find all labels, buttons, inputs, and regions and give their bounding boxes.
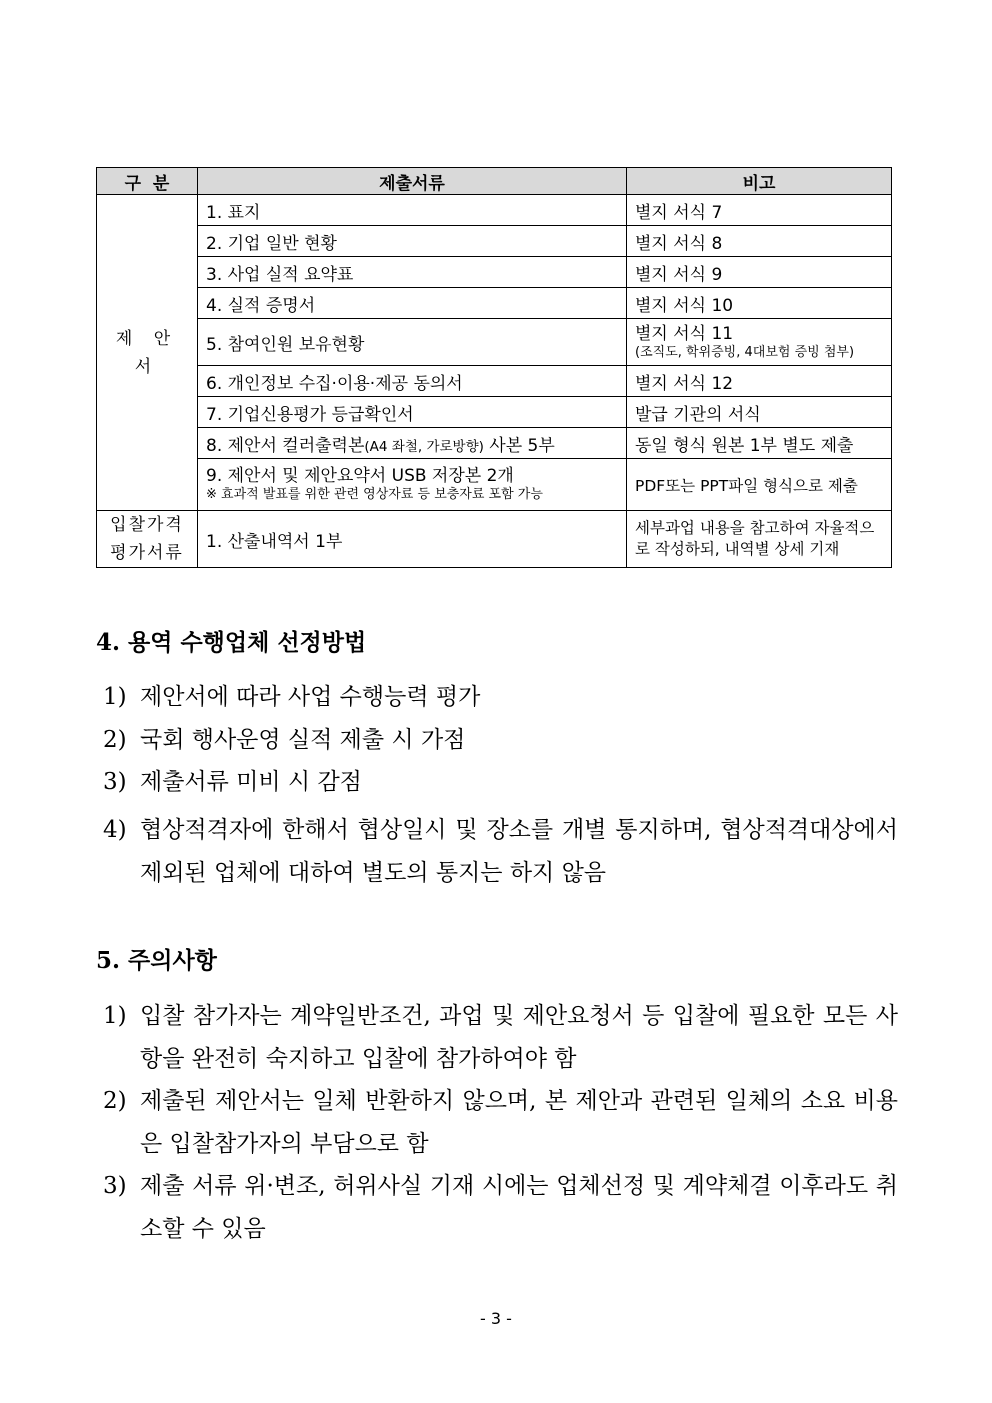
- category-proposal: 제 안 서: [97, 195, 198, 511]
- item-number: 1): [103, 1003, 127, 1029]
- note-main: 별지 서식 11: [635, 323, 734, 344]
- list-item: [103, 719, 898, 762]
- doc-cell: 1. 표지: [198, 195, 627, 226]
- note-cell: 세부과업 내용을 참고하여 자율적으로 작성하되, 내역별 상세 기재: [627, 511, 892, 568]
- note-cell: 동일 형식 원본 1부 별도 제출: [627, 428, 892, 459]
- item-text: 국회 행사운영 실적 제출 시 가점: [140, 727, 466, 753]
- list-item: [103, 809, 898, 895]
- doc-tail: 사본 5부: [483, 435, 555, 456]
- section-4-title: 4. 용역 수행업체 선정방법: [96, 629, 367, 656]
- doc-sub: ※ 효과적 발표를 위한 관련 영상자료 등 보충자료 포함 가능: [206, 487, 543, 502]
- doc-cell: 1. 산출내역서 1부: [198, 511, 627, 568]
- table-row: [97, 428, 892, 459]
- item-number: 4): [103, 817, 127, 843]
- header-remarks: 비고: [627, 168, 892, 195]
- item-number: 3): [103, 1173, 127, 1199]
- doc-cell: 5. 참여인원 보유현황: [198, 319, 627, 366]
- item-text: 제출 서류 위·변조, 허위사실 기재 시에는 업체선정 및 계약체결 이후라도 취소할 수 있음: [140, 1173, 898, 1242]
- item-text: 입찰 참가자는 계약일반조건, 과업 및 제안요청서 등 입찰에 필요한 모든 사항을 완전히 숙지하고 입찰에 참가하여야 함: [140, 1003, 898, 1072]
- list-item: [103, 761, 898, 804]
- table-row: [97, 226, 892, 257]
- doc-main: 8. 제안서 컬러출력본: [206, 435, 365, 456]
- doc-cell: 4. 실적 증명서: [198, 288, 627, 319]
- header-documents: 제출서류: [198, 168, 627, 195]
- item-number: 3): [103, 769, 127, 795]
- doc-cell: 7. 기업신용평가 등급확인서: [198, 397, 627, 428]
- doc-cell: 6. 개인정보 수집·이용·제공 동의서: [198, 366, 627, 397]
- doc-cell: [198, 459, 627, 511]
- table-row: [97, 459, 892, 511]
- item-text: 협상적격자에 한해서 협상일시 및 장소를 개별 통지하며, 협상적격대상에서 제외된 업체에 대하여 별도의 통지는 하지 않음: [140, 817, 898, 886]
- note-cell: 별지 서식 8: [627, 226, 892, 257]
- page-number: - 3 -: [480, 1309, 512, 1328]
- header-category: 구 분: [97, 168, 198, 195]
- note-sub: (조직도, 학위증빙, 4대보험 증빙 첨부): [635, 344, 855, 360]
- item-number: 2): [103, 727, 127, 753]
- doc-cell: [198, 428, 627, 459]
- category-price-evaluation: 입찰가격 평가서류: [97, 511, 198, 568]
- item-text: 제출된 제안서는 일체 반환하지 않으며, 본 제안과 관련된 일체의 소요 비용은 입찰참가자의 부담으로 함: [140, 1088, 898, 1157]
- table-row: [97, 397, 892, 428]
- note-cell: PDF또는 PPT파일 형식으로 제출: [627, 459, 892, 511]
- section-5-title: 5. 주의사항: [96, 947, 217, 974]
- item-text: 제안서에 따라 사업 수행능력 평가: [140, 684, 481, 710]
- note-cell: 발급 기관의 서식: [627, 397, 892, 428]
- note-cell: 별지 서식 9: [627, 257, 892, 288]
- note-cell: 별지 서식 10: [627, 288, 892, 319]
- item-number: 1): [103, 684, 127, 710]
- note-cell: [627, 319, 892, 366]
- item-number: 2): [103, 1088, 127, 1114]
- doc-cell: 3. 사업 실적 요약표: [198, 257, 627, 288]
- list-item: [103, 676, 898, 719]
- note-cell: 별지 서식 12: [627, 366, 892, 397]
- table-row: [97, 195, 892, 226]
- doc-cell: 2. 기업 일반 현황: [198, 226, 627, 257]
- list-item: [103, 1080, 898, 1166]
- table-row: [97, 366, 892, 397]
- table-row: [97, 288, 892, 319]
- table-row: [97, 257, 892, 288]
- list-item: [103, 1165, 898, 1251]
- submission-documents-table: [96, 167, 892, 568]
- table-header-row: [97, 168, 892, 195]
- doc-main: 9. 제안서 및 제안요약서 USB 저장본 2개: [206, 466, 514, 486]
- table-row: [97, 319, 892, 366]
- note-cell: 별지 서식 7: [627, 195, 892, 226]
- item-text: 제출서류 미비 시 감점: [140, 769, 362, 795]
- list-item: [103, 995, 898, 1081]
- table-row: [97, 511, 892, 568]
- doc-small: (A4 좌철, 가로방향): [364, 438, 484, 455]
